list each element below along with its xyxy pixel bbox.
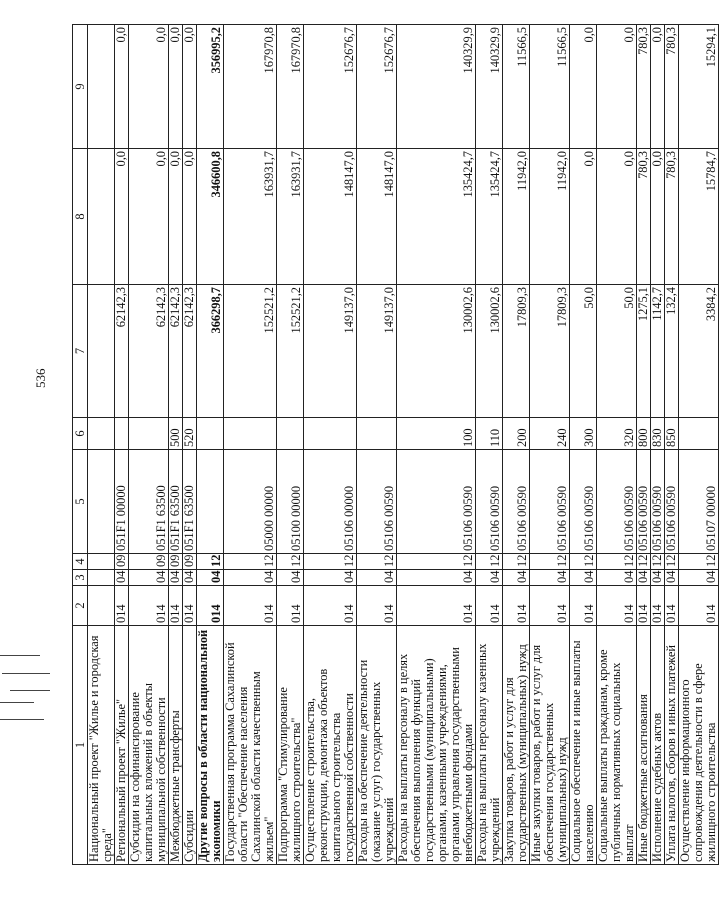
row-name: Субсидии: [183, 626, 197, 865]
target-article-code: 05106 00590: [476, 450, 503, 554]
amount-col-8: 0,0: [651, 149, 665, 285]
row-name: Региональный проект "Жилье": [115, 626, 129, 865]
table-row: [129, 25, 169, 865]
table-row: [224, 25, 277, 865]
table-row: [88, 25, 115, 865]
row-name: Осуществление информационного сопровождения деятельности в сфере жилищного строительства: [679, 626, 719, 865]
row-name: Другие вопросы в области национальной экономики: [197, 626, 224, 865]
ministry-code: 014: [679, 586, 719, 626]
amount-col-9: 152676,7: [304, 25, 357, 149]
expense-type-code: 100: [397, 418, 476, 450]
ministry-code: 014: [476, 586, 503, 626]
ministry-code: 014: [169, 586, 183, 626]
subsection-code: 12: [637, 554, 651, 570]
ministry-code: 014: [597, 586, 637, 626]
ministry-code: 014: [224, 586, 277, 626]
table-row: [357, 25, 397, 865]
target-article-code: 05106 00590: [665, 450, 679, 554]
ministry-code: 014: [503, 586, 530, 626]
amount-col-8: 346600,8: [197, 149, 224, 285]
ministry-code: 014: [277, 586, 304, 626]
amount-col-9: 356995,2: [197, 25, 224, 149]
target-article-code: 051F1 63500: [129, 450, 169, 554]
amount-col-8: 0,0: [570, 149, 597, 285]
amount-col-7: 130002,6: [476, 285, 503, 418]
row-name: Расходы на выплаты персоналу в целях обеспечения выполнения функций государственными (муниципальными) органами, казенными учреждениями, органами управления государственными внебюджетными фондами: [397, 626, 476, 865]
amount-col-7: 62142,3: [115, 285, 129, 418]
row-name: Социальные выплаты гражданам, кроме публичных нормативных социальных выплат: [597, 626, 637, 865]
column-header: 9: [73, 25, 88, 149]
column-header: 3: [73, 570, 88, 586]
expense-type-code: 500: [169, 418, 183, 450]
ministry-code: 014: [570, 586, 597, 626]
row-name: Национальный проект "Жилье и городская среда": [88, 626, 115, 865]
amount-col-9: 140329,9: [476, 25, 503, 149]
expense-type-code: [88, 418, 115, 450]
target-article-code: [88, 450, 115, 554]
section-code: 04: [597, 570, 637, 586]
table-body: [88, 25, 719, 865]
section-code: 04: [169, 570, 183, 586]
amount-col-8: 0,0: [129, 149, 169, 285]
amount-col-8: 0,0: [115, 149, 129, 285]
amount-col-8: 15784,7: [679, 149, 719, 285]
table-row: [476, 25, 503, 865]
row-name: Расходы на обеспечение деятельности (оказание услуг) государственных учреждений: [357, 626, 397, 865]
amount-col-7: 62142,3: [183, 285, 197, 418]
rotated-table-container: [72, 25, 718, 865]
table-row: [183, 25, 197, 865]
target-article-code: 05000 00000: [224, 450, 277, 554]
section-code: 04: [357, 570, 397, 586]
amount-col-8: 0,0: [597, 149, 637, 285]
table-row: [679, 25, 719, 865]
table-row: [597, 25, 637, 865]
table-row: [304, 25, 357, 865]
table-row: [570, 25, 597, 865]
scan-line: [2, 673, 50, 674]
table-row: [169, 25, 183, 865]
target-article-code: 05106 00590: [637, 450, 651, 554]
section-code: 04: [183, 570, 197, 586]
subsection-code: 09: [115, 554, 129, 570]
amount-col-9: 780,3: [665, 25, 679, 149]
target-article-code: 051F1 63500: [169, 450, 183, 554]
ministry-code: 014: [651, 586, 665, 626]
expense-type-code: [679, 418, 719, 450]
section-code: 04: [637, 570, 651, 586]
row-name: Субсидии на софинансирование капитальных вложений в объекты муниципальной собственности: [129, 626, 169, 865]
table-row: [197, 25, 224, 865]
section-code: 04: [665, 570, 679, 586]
row-name: Исполнение судебных актов: [651, 626, 665, 865]
subsection-code: 09: [183, 554, 197, 570]
amount-col-9: 167970,8: [224, 25, 277, 149]
subsection-code: 12: [679, 554, 719, 570]
budget-table: [72, 24, 719, 865]
ministry-code: 014: [357, 586, 397, 626]
section-code: 04: [679, 570, 719, 586]
amount-col-9: 780,3: [637, 25, 651, 149]
target-article-code: 05107 00000: [679, 450, 719, 554]
scan-line: [10, 690, 50, 691]
subsection-code: 09: [129, 554, 169, 570]
amount-col-8: 0,0: [169, 149, 183, 285]
row-name: Межбюджетные трансферты: [169, 626, 183, 865]
ministry-code: 014: [183, 586, 197, 626]
ministry-code: 014: [197, 586, 224, 626]
row-name: Закупка товаров, работ и услуг для государственных (муниципальных) нужд: [503, 626, 530, 865]
subsection-code: 12: [476, 554, 503, 570]
amount-col-8: 163931,7: [224, 149, 277, 285]
scan-line: [0, 702, 34, 703]
header-row: [73, 25, 88, 865]
column-header: 6: [73, 418, 88, 450]
subsection-code: 09: [169, 554, 183, 570]
scan-line: [0, 719, 44, 720]
amount-col-9: 0,0: [183, 25, 197, 149]
subsection-code: 12: [651, 554, 665, 570]
subsection-code: 12: [665, 554, 679, 570]
subsection-code: 12: [304, 554, 357, 570]
table-row: [530, 25, 570, 865]
target-article-code: 05106 00590: [357, 450, 397, 554]
amount-col-7: 149137,0: [357, 285, 397, 418]
target-article-code: 05106 00590: [503, 450, 530, 554]
expense-type-code: [224, 418, 277, 450]
amount-col-7: 1275,1: [637, 285, 651, 418]
amount-col-7: 3384,2: [679, 285, 719, 418]
ministry-code: [88, 586, 115, 626]
table-row: [637, 25, 651, 865]
subsection-code: 12: [530, 554, 570, 570]
amount-col-7: 17809,3: [530, 285, 570, 418]
ministry-code: 014: [304, 586, 357, 626]
column-header: 2: [73, 586, 88, 626]
amount-col-7: 366298,7: [197, 285, 224, 418]
ministry-code: 014: [665, 586, 679, 626]
amount-col-8: 148147,0: [357, 149, 397, 285]
column-header: 8: [73, 149, 88, 285]
subsection-code: 12: [397, 554, 476, 570]
amount-col-8: 148147,0: [304, 149, 357, 285]
column-header: 7: [73, 285, 88, 418]
section-code: 04: [651, 570, 665, 586]
amount-col-8: 780,3: [665, 149, 679, 285]
amount-col-7: 132,4: [665, 285, 679, 418]
subsection-code: 12: [503, 554, 530, 570]
table-row: [503, 25, 530, 865]
target-article-code: 051F1 63500: [183, 450, 197, 554]
amount-col-8: [88, 149, 115, 285]
section-code: 04: [115, 570, 129, 586]
section-code: 04: [476, 570, 503, 586]
amount-col-7: 1142,7: [651, 285, 665, 418]
expense-type-code: 200: [503, 418, 530, 450]
amount-col-9: 0,0: [115, 25, 129, 149]
row-name: Государственная программа Сахалинской области "Обеспечение населения Сахалинской области качественным жильем": [224, 626, 277, 865]
amount-col-7: 62142,3: [129, 285, 169, 418]
target-article-code: 051F1 00000: [115, 450, 129, 554]
subsection-code: 12: [597, 554, 637, 570]
expense-type-code: 320: [597, 418, 637, 450]
target-article-code: 05106 00590: [530, 450, 570, 554]
expense-type-code: 520: [183, 418, 197, 450]
target-article-code: 05106 00590: [597, 450, 637, 554]
section-code: 04: [129, 570, 169, 586]
amount-col-9: [88, 25, 115, 149]
amount-col-9: 15294,1: [679, 25, 719, 149]
amount-col-7: [88, 285, 115, 418]
amount-col-7: 50,0: [597, 285, 637, 418]
amount-col-8: 780,3: [637, 149, 651, 285]
ministry-code: 014: [637, 586, 651, 626]
amount-col-7: 62142,3: [169, 285, 183, 418]
section-code: 04: [277, 570, 304, 586]
subsection-code: 12: [197, 554, 224, 570]
amount-col-9: 167970,8: [277, 25, 304, 149]
expense-type-code: [304, 418, 357, 450]
column-header: 5: [73, 450, 88, 554]
row-name: Иные бюджетные ассигнования: [637, 626, 651, 865]
expense-type-code: [115, 418, 129, 450]
page-number: 536: [33, 368, 48, 388]
table-row: [665, 25, 679, 865]
section-code: 04: [397, 570, 476, 586]
target-article-code: 05100 00000: [277, 450, 304, 554]
amount-col-9: 0,0: [129, 25, 169, 149]
target-article-code: 05106 00000: [304, 450, 357, 554]
section-code: 04: [197, 570, 224, 586]
subsection-code: 12: [570, 554, 597, 570]
row-name: Иные закупки товаров, работ и услуг для обеспечения государственных (муниципальных) нужд: [530, 626, 570, 865]
row-name: Расходы на выплаты персоналу казенных учреждений: [476, 626, 503, 865]
amount-col-7: 130002,6: [397, 285, 476, 418]
amount-col-9: 140329,9: [397, 25, 476, 149]
target-article-code: 05106 00590: [570, 450, 597, 554]
column-header: 4: [73, 554, 88, 570]
target-article-code: [197, 450, 224, 554]
section-code: 04: [503, 570, 530, 586]
ministry-code: 014: [115, 586, 129, 626]
amount-col-9: 11566,5: [530, 25, 570, 149]
expense-type-code: 830: [651, 418, 665, 450]
table-row: [651, 25, 665, 865]
amount-col-7: 17809,3: [503, 285, 530, 418]
subsection-code: 12: [277, 554, 304, 570]
amount-col-8: 135424,7: [476, 149, 503, 285]
row-name: Социальное обеспечение и иные выплаты населению: [570, 626, 597, 865]
expense-type-code: 800: [637, 418, 651, 450]
column-header: 1: [73, 626, 88, 865]
expense-type-code: [129, 418, 169, 450]
amount-col-9: 0,0: [570, 25, 597, 149]
section-code: [88, 570, 115, 586]
section-code: 04: [570, 570, 597, 586]
target-article-code: 05106 00590: [651, 450, 665, 554]
amount-col-7: 149137,0: [304, 285, 357, 418]
table-row: [277, 25, 304, 865]
row-name: Осуществление строительства, реконструкции, демонтажа объектов капитального строительства государственной собственности: [304, 626, 357, 865]
section-code: 04: [304, 570, 357, 586]
amount-col-9: 0,0: [169, 25, 183, 149]
amount-col-7: 152521,2: [277, 285, 304, 418]
expense-type-code: [197, 418, 224, 450]
expense-type-code: 110: [476, 418, 503, 450]
subsection-code: 12: [357, 554, 397, 570]
row-name: Подпрограмма "Стимулирование жилищного строительства": [277, 626, 304, 865]
amount-col-9: 11566,5: [503, 25, 530, 149]
expense-type-code: [277, 418, 304, 450]
amount-col-8: 135424,7: [397, 149, 476, 285]
table-row: [115, 25, 129, 865]
table-row: [397, 25, 476, 865]
amount-col-8: 163931,7: [277, 149, 304, 285]
amount-col-7: 152521,2: [224, 285, 277, 418]
expense-type-code: 240: [530, 418, 570, 450]
section-code: 04: [530, 570, 570, 586]
subsection-code: 12: [224, 554, 277, 570]
expense-type-code: [357, 418, 397, 450]
amount-col-8: 11942,0: [530, 149, 570, 285]
subsection-code: [88, 554, 115, 570]
expense-type-code: 300: [570, 418, 597, 450]
amount-col-8: 11942,0: [503, 149, 530, 285]
section-code: 04: [224, 570, 277, 586]
amount-col-9: 0,0: [597, 25, 637, 149]
amount-col-8: 0,0: [183, 149, 197, 285]
ministry-code: 014: [129, 586, 169, 626]
expense-type-code: 850: [665, 418, 679, 450]
amount-col-9: 0,0: [651, 25, 665, 149]
row-name: Уплата налогов, сборов и иных платежей: [665, 626, 679, 865]
ministry-code: 014: [397, 586, 476, 626]
amount-col-9: 152676,7: [357, 25, 397, 149]
scan-line: [0, 655, 40, 656]
ministry-code: 014: [530, 586, 570, 626]
target-article-code: 05106 00590: [397, 450, 476, 554]
amount-col-7: 50,0: [570, 285, 597, 418]
